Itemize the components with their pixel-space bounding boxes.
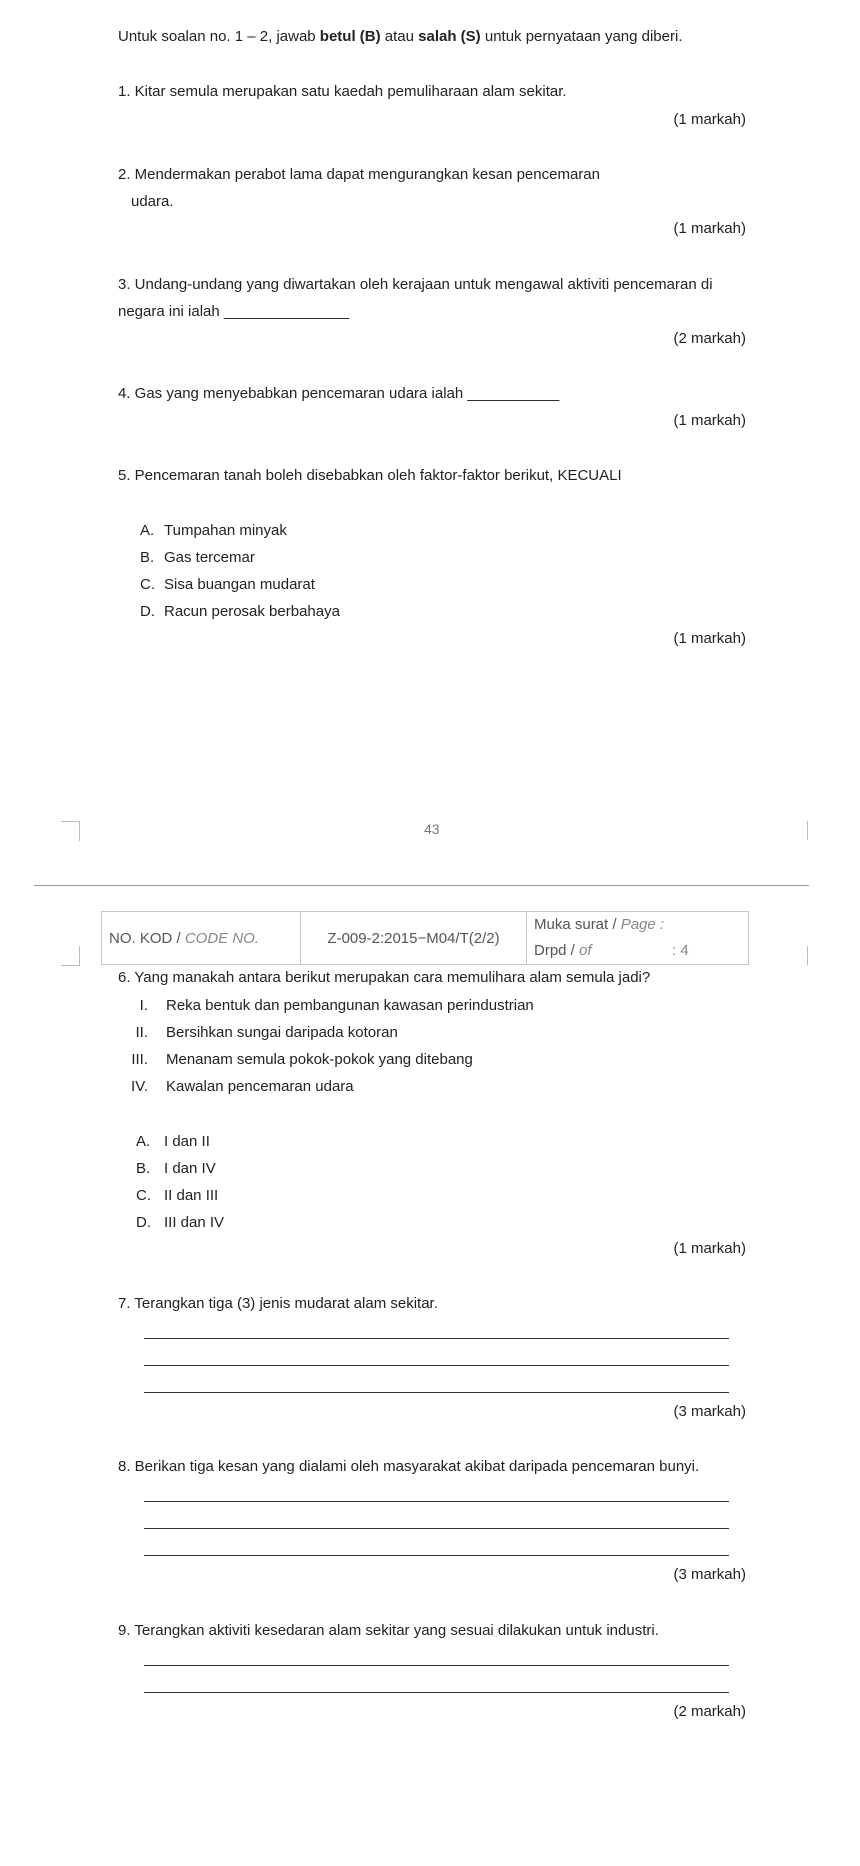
q6-statement-1: I. Reka bentuk dan pembangunan kawasan perindustrian [139, 997, 534, 1014]
q5-option-d: D. Racun perosak berbahaya [140, 603, 340, 620]
q8-answer-line-1[interactable] [144, 1501, 729, 1502]
question-4-marks: (1 markah) [673, 412, 746, 429]
page-number: 43 [424, 821, 440, 837]
q9-answer-line-1[interactable] [144, 1665, 729, 1666]
question-4: 4. Gas yang menyebabkan pencemaran udara ialah ___________ [118, 385, 560, 402]
q8-answer-line-2[interactable] [144, 1528, 729, 1529]
q6-option-d: D. III dan IV [136, 1214, 225, 1231]
header-of-label: Drpd / of : 4 [534, 942, 689, 959]
question-2-line2: udara. [131, 193, 174, 210]
q9-answer-line-2[interactable] [144, 1692, 729, 1693]
q6-statement-2: II. Bersihkan sungai daripada kotoran [135, 1024, 398, 1041]
question-9-marks: (2 markah) [673, 1703, 746, 1720]
question-6: 6. Yang manakah antara berikut merupakan cara memulihara alam semula jadi? [118, 969, 651, 986]
q5-option-c: C. Sisa buangan mudarat [140, 576, 315, 593]
question-5-marks: (1 markah) [673, 630, 746, 647]
question-7: 7. Terangkan tiga (3) jenis mudarat alam sekitar. [118, 1295, 438, 1312]
question-1-marks: (1 markah) [673, 111, 746, 128]
q8-answer-line-3[interactable] [144, 1555, 729, 1556]
page-separator [34, 885, 809, 886]
instruction: Untuk soalan no. 1 – 2, jawab betul (B) atau salah (S) untuk pernyataan yang diberi. [118, 28, 683, 45]
page-corner-bottom-right [807, 821, 808, 840]
header-code-value-cell: Z-009-2:2015−M04/T(2/2) [301, 912, 527, 964]
q7-answer-line-3[interactable] [144, 1392, 729, 1393]
q6-statement-3: III. Menanam semula pokok-pokok yang ditebang [131, 1051, 473, 1068]
question-3-marks: (2 markah) [673, 330, 746, 347]
question-3-line2: negara ini ialah _______________ [118, 303, 350, 320]
question-2-line1: 2. Mendermakan perabot lama dapat mengurangkan kesan pencemaran [118, 166, 600, 183]
question-2-marks: (1 markah) [673, 220, 746, 237]
header-page-cell [527, 912, 748, 964]
question-8-marks: (3 markah) [673, 1566, 746, 1583]
q5-option-a: A. Tumpahan minyak [140, 522, 287, 539]
q7-answer-line-1[interactable] [144, 1338, 729, 1339]
header-page-label: Muka surat / Page : [534, 916, 665, 933]
instruction-bold-true: betul (B) [319, 28, 381, 45]
question-9: 9. Terangkan aktiviti kesedaran alam sekitar yang sesuai dilakukan untuk industri. [118, 1622, 659, 1639]
page2-corner-top-right [807, 946, 808, 965]
q6-option-c: C. II dan III [136, 1187, 219, 1204]
question-5: 5. Pencemaran tanah boleh disebabkan oleh faktor-faktor berikut, KECUALI [118, 467, 622, 484]
header-code-label-cell: NO. KOD / CODE NO. [102, 912, 301, 964]
instruction-bold-false: salah (S) [418, 28, 481, 45]
document-header-table [101, 911, 749, 965]
question-8: 8. Berikan tiga kesan yang dialami oleh masyarakat akibat daripada pencemaran bunyi. [118, 1458, 700, 1475]
q6-statement-4: IV. Kawalan pencemaran udara [131, 1078, 354, 1095]
q7-answer-line-2[interactable] [144, 1365, 729, 1366]
page2-corner-top-left [61, 946, 80, 966]
q6-option-a: A. I dan II [136, 1133, 210, 1150]
q5-option-b: B. Gas tercemar [140, 549, 255, 566]
question-1: 1. Kitar semula merupakan satu kaedah pemuliharaan alam sekitar. [118, 83, 567, 100]
q6-option-b: B. I dan IV [136, 1160, 216, 1177]
page-corner-bottom-left [61, 821, 80, 841]
question-7-marks: (3 markah) [673, 1403, 746, 1420]
question-3-line1: 3. Undang-undang yang diwartakan oleh kerajaan untuk mengawal aktiviti pencemaran di [118, 276, 713, 293]
question-6-marks: (1 markah) [673, 1240, 746, 1257]
